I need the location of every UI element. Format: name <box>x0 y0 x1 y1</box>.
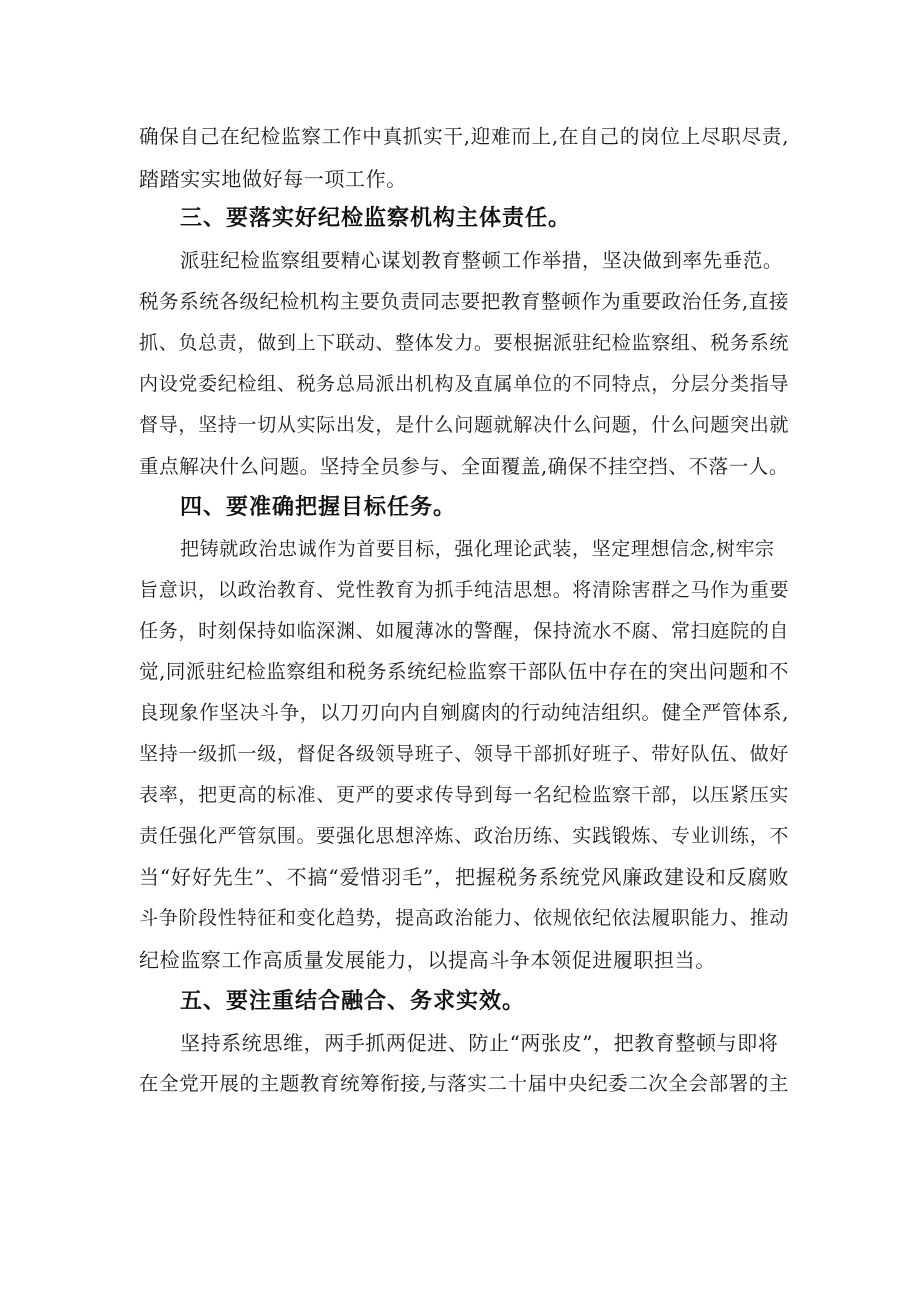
section-heading-3: 三、要落实好纪检监察机构主体责任。 <box>180 206 572 231</box>
paragraph-line: 任务，时刻保持如临深渊、如履薄冰的警醒，保持流水不腐、常扫庭院的自 <box>139 620 789 642</box>
paragraph-line: 确保自己在纪检监察工作中真抓实干,迎难而上,在自己的岗位上尽职尽责, <box>139 125 789 148</box>
paragraph-line: 良现象作坚决斗争，以刀刃向内自剜腐肉的行动纯洁组织。健全严管体系, <box>139 701 789 724</box>
paragraph-line: 派驻纪检监察组要精心谋划教育整顿工作举措，坚决做到率先垂范。 <box>180 249 784 272</box>
paragraph-line: 旨意识，以政治教育、党性教育为抓手纯洁思想。将清除害群之马作为重要 <box>139 579 789 601</box>
paragraph-line: 踏踏实实地做好每一项工作。 <box>139 167 407 191</box>
section-heading-5: 五、要注重结合融合、务求实效。 <box>180 989 526 1014</box>
paragraph-line: 税务系统各级纪检机构主要负责同志要把教育整顿作为重要政治任务,直接 <box>139 290 789 313</box>
paragraph-line: 督导，坚持一切从实际出发，是什么问题就解决什么问题，什么问题突出就 <box>139 414 789 436</box>
paragraph-line: 抓、负总责，做到上下联动、整体发力。要根据派驻纪检监察组、税务系统 <box>139 332 789 354</box>
paragraph-line: 表率，把更高的标准、更严的要求传导到每一名纪检监察干部，以压紧压实 <box>139 784 789 806</box>
paragraph-line: 斗争阶段性特征和变化趋势，提高政治能力、依规依纪依法履职能力、推动 <box>139 907 789 929</box>
paragraph-line: 把铸就政治忠诚作为首要目标，强化理论武装，坚定理想信念,树牢宗 <box>180 538 775 560</box>
paragraph-line: 坚持系统思维，两手抓两促进、防止“两张皮”，把教育整顿与即将 <box>180 1031 779 1055</box>
paragraph-line: 内设党委纪检组、税务总局派出机构及直属单位的不同特点，分层分类指导 <box>139 373 789 395</box>
paragraph-line: 当“好好先生”、不搞“爱惜羽毛”，把握税务系统党风廉政建设和反腐败 <box>139 865 789 889</box>
section-heading-4: 四、要准确把握目标任务。 <box>180 495 457 520</box>
paragraph-line: 在全党开展的主题教育统筹衔接,与落实二十届中央纪委二次全会部署的主 <box>139 1072 789 1095</box>
paragraph-line: 坚持一级抓一级，督促各级领导班子、领导干部抓好班子、带好队伍、做好 <box>139 743 789 765</box>
paragraph-line: 纪检监察工作高质量发展能力，以提高斗争本领促进履职担当。 <box>139 948 716 972</box>
paragraph-line: 觉,同派驻纪检监察组和税务系统纪检监察干部队伍中存在的突出问题和不 <box>139 660 789 683</box>
paragraph-line: 责任强化严管氛围。要强化思想淬炼、政治历练、实践锻炼、专业训练，不 <box>139 825 789 847</box>
paragraph-line: 重点解决什么问题。坚持全员参与、全面覆盖,确保不挂空挡、不落一人。 <box>139 455 789 478</box>
